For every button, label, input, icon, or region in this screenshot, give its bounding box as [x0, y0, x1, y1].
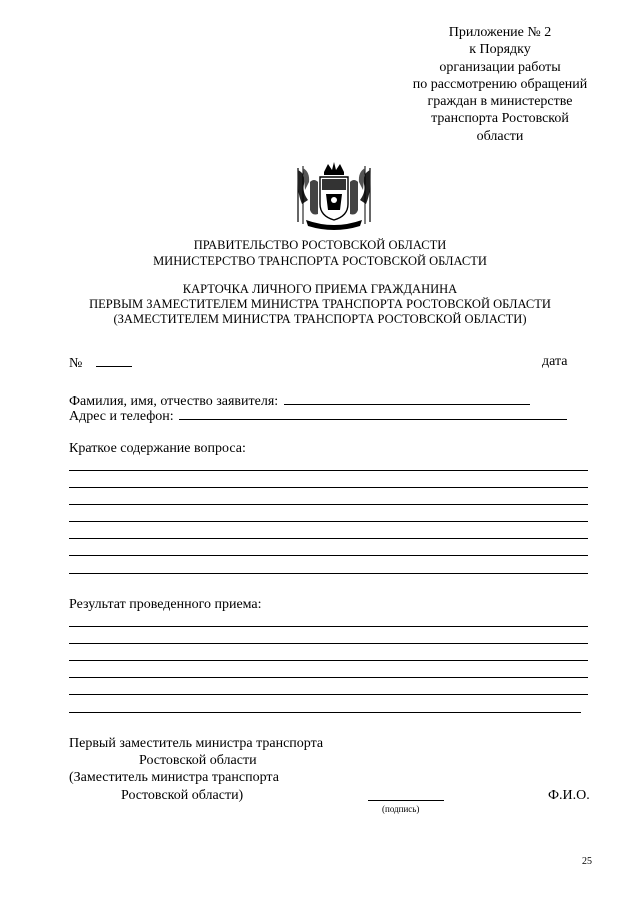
appendix-line: Приложение № 2 [448, 25, 552, 40]
signature-line[interactable] [368, 800, 444, 801]
summary-line[interactable] [69, 470, 588, 471]
name-label: Ф.И.О. [548, 788, 590, 803]
summary-line[interactable] [69, 573, 588, 574]
result-line[interactable] [69, 677, 588, 678]
card-title-line2: ПЕРВЫМ ЗАМЕСТИТЕЛЕМ МИНИСТРА ТРАНСПОРТА РОСТОВСКОЙ ОБЛАСТИ [89, 297, 551, 311]
appendix-line: к Порядку [469, 42, 531, 58]
result-line[interactable] [69, 712, 581, 713]
appendix-line: области [476, 128, 524, 144]
number-blank[interactable] [96, 354, 132, 367]
coat-of-arms-icon [294, 160, 374, 232]
address-label: Адрес и телефон: [69, 409, 174, 424]
org-name-line2: МИНИСТЕРСТВО ТРАНСПОРТА РОСТОВСКОЙ ОБЛАСТИ [153, 254, 487, 268]
address-field [69, 407, 567, 425]
card-title-line3: (ЗАМЕСТИТЕЛЕМ МИНИСТРА ТРАНСПОРТА РОСТОВСКОЙ ОБЛАСТИ) [113, 312, 527, 326]
summary-line[interactable] [69, 521, 588, 522]
result-line[interactable] [69, 660, 588, 661]
appendix-line: транспорта Ростовской [431, 111, 569, 127]
number-label: № [69, 356, 83, 371]
summary-line[interactable] [69, 487, 588, 488]
appendix-line: по рассмотрению обращений [412, 76, 588, 92]
address-blank[interactable] [179, 407, 567, 420]
result-line[interactable] [69, 643, 588, 644]
result-line[interactable] [69, 694, 588, 695]
date-label: дата [542, 354, 568, 369]
appendix-line: организации работы [439, 59, 561, 75]
result-label: Результат проведенного приема: [69, 597, 262, 612]
appendix-line: граждан в министерстве [427, 94, 573, 110]
position-line1: Первый заместитель министра транспорта [69, 736, 324, 751]
result-line[interactable] [69, 626, 588, 627]
applicant-label: Фамилия, имя, отчество заявителя: [69, 394, 279, 409]
summary-line[interactable] [69, 555, 588, 556]
number-field [69, 354, 132, 372]
org-name-line1: ПРАВИТЕЛЬСТВО РОСТОВСКОЙ ОБЛАСТИ [193, 238, 447, 252]
page-number: 25 [582, 856, 592, 867]
applicant-blank[interactable] [284, 392, 530, 405]
summary-label: Краткое содержание вопроса: [69, 441, 246, 456]
card-title-line1: КАРТОЧКА ЛИЧНОГО ПРИЕМА ГРАЖДАНИНА [182, 282, 458, 296]
position-line4: Ростовской области) [121, 788, 244, 803]
appendix-header [380, 24, 620, 145]
summary-line[interactable] [69, 504, 588, 505]
summary-line[interactable] [69, 538, 588, 539]
signature-caption: (подпись) [382, 804, 420, 814]
position-line3: (Заместитель министра транспорта [69, 770, 279, 785]
position-line2: Ростовской области [139, 753, 257, 768]
